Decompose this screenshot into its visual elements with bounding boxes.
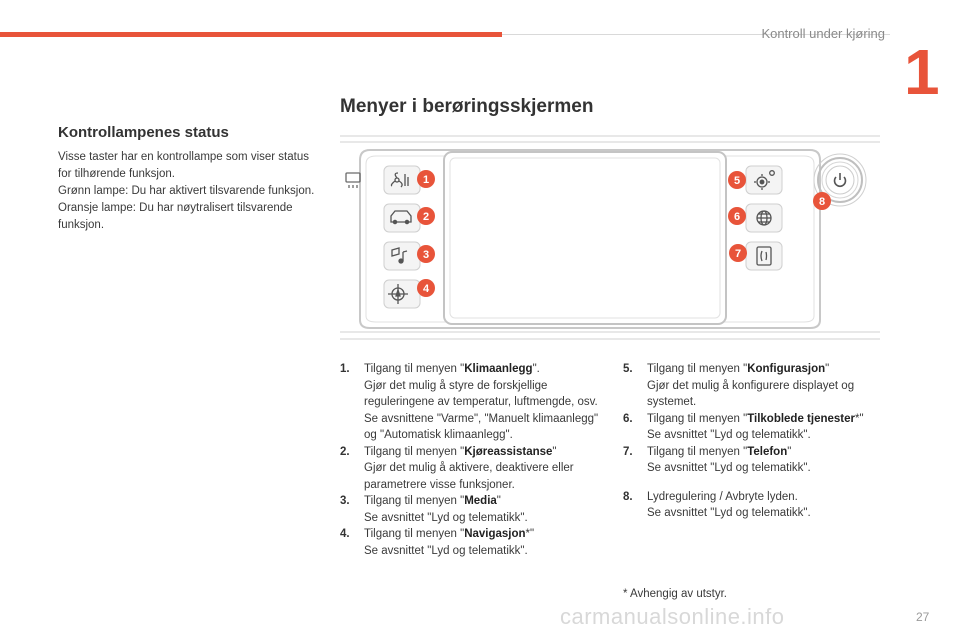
list-item (623, 411, 893, 444)
button-3-media (384, 242, 420, 270)
item-description: Gjør det mulig å konfigurere displayet og systemet. (647, 379, 855, 408)
status-paragraph: Visse taster har en kontrollampe som viser status for tilhørende funksjon. (58, 151, 309, 180)
badge-1 (417, 170, 435, 188)
badge-label: 1 (422, 174, 430, 186)
item-number: 6. (623, 412, 633, 425)
item-description: Gjør det mulig å styre de forskjellige reguleringene av temperatur, luftmengde, osv. Se avsnittene "Varme", "Manuelt klimaanlegg" og "Automatisk klimaanlegg". (364, 379, 599, 441)
item-number: 2. (340, 445, 350, 458)
badge-4 (417, 279, 435, 297)
badge-label: 4 (422, 283, 430, 295)
menu-name: Klimaanlegg (464, 363, 533, 375)
menu-name: Telefon (747, 445, 788, 458)
badge-label: 8 (818, 196, 826, 208)
list-item (340, 444, 610, 494)
button-1-climate (384, 166, 420, 194)
item-number: 5. (623, 363, 633, 375)
menu-list-left (340, 361, 610, 559)
item-suffix: " (552, 445, 557, 458)
status-paragraph: Grønn lampe: Du har aktivert tilsvarende funksjon. (58, 185, 315, 197)
chapter-number: 1 (904, 36, 940, 108)
badge-label: 7 (734, 248, 742, 260)
item-number: 7. (623, 445, 633, 458)
list-item (340, 493, 610, 526)
item-description: Se avsnittet "Lyd og telematikk". (647, 429, 811, 441)
badge-5 (728, 171, 746, 189)
item-suffix: " (825, 363, 830, 375)
badge-label: 5 (733, 175, 741, 187)
item-description: Se avsnittet "Lyd og telematikk". (364, 511, 528, 524)
item-suffix: " (787, 445, 792, 458)
item-prefix: Tilgang til menyen " (364, 495, 465, 507)
header-accent-bar (0, 32, 502, 37)
menu-name: Tilkoblede tjenester (747, 412, 855, 425)
item-number: 3. (340, 495, 350, 507)
menu-name: Media (464, 495, 497, 507)
list-item (340, 361, 610, 444)
status-paragraph: Oransje lampe: Du har nøytralisert tilsvarende funksjon. (58, 202, 293, 231)
power-icon (835, 173, 846, 186)
menu-list-right (623, 361, 893, 522)
item-suffix: *" (854, 412, 864, 425)
badge-label: 3 (422, 249, 430, 261)
item-suffix: " (496, 495, 501, 507)
item-prefix: Tilgang til menyen " (364, 363, 465, 375)
button-5-settings (746, 166, 782, 194)
item-number: 1. (340, 363, 350, 375)
badge-label: 6 (733, 211, 741, 223)
menu-name: Navigasjon (464, 528, 526, 540)
item-description: Gjør det mulig å aktivere, deaktivere eller parametrere visse funksjoner. (364, 462, 574, 491)
badge-6 (728, 207, 746, 225)
status-text (58, 149, 320, 234)
menu-name: Kjøreassistanse (464, 445, 553, 458)
item-suffix: *" (525, 528, 535, 540)
page-number: 27 (916, 610, 930, 624)
item-number: 8. (623, 490, 633, 503)
item-prefix: Tilgang til menyen " (647, 363, 748, 375)
badge-7 (729, 244, 747, 262)
defrost-icon (346, 173, 360, 188)
screen (444, 152, 726, 324)
menu-name: Konfigurasjon (747, 363, 826, 375)
list-item (623, 361, 893, 411)
button-7-telephone (746, 242, 782, 270)
button-6-connected-services (746, 204, 782, 232)
badge-8 (813, 192, 831, 210)
item-number: 4. (340, 528, 350, 540)
touchscreen-panel-illustration (340, 130, 882, 345)
section-title: Kontroll under kjøring (761, 26, 885, 41)
button-4-navigation (384, 280, 420, 308)
badge-2 (417, 207, 435, 225)
badge-3 (417, 245, 435, 263)
list-item (623, 489, 893, 522)
item-prefix: Tilgang til menyen " (364, 528, 465, 540)
footnote: * Avhengig av utstyr. (623, 588, 727, 600)
item-text: Lydregulering / Avbryte lyden. (647, 490, 798, 503)
badge-label: 2 (422, 211, 430, 223)
item-prefix: Tilgang til menyen " (364, 445, 465, 458)
item-prefix: Tilgang til menyen " (647, 412, 748, 425)
status-heading: Kontrollampenes status (58, 124, 229, 141)
item-suffix: ". (532, 363, 540, 375)
watermark: carmanualsonline.info (560, 604, 785, 629)
item-description: Se avsnittet "Lyd og telematikk". (364, 544, 528, 557)
item-description: Se avsnittet "Lyd og telematikk". (647, 507, 811, 519)
item-prefix: Tilgang til menyen " (647, 445, 748, 458)
spacer (623, 477, 893, 489)
button-2-driving (384, 204, 420, 232)
item-description: Se avsnittet "Lyd og telematikk". (647, 462, 811, 474)
list-item (623, 444, 893, 477)
list-item (340, 526, 610, 559)
page-title: Menyer i berøringsskjermen (340, 96, 594, 117)
